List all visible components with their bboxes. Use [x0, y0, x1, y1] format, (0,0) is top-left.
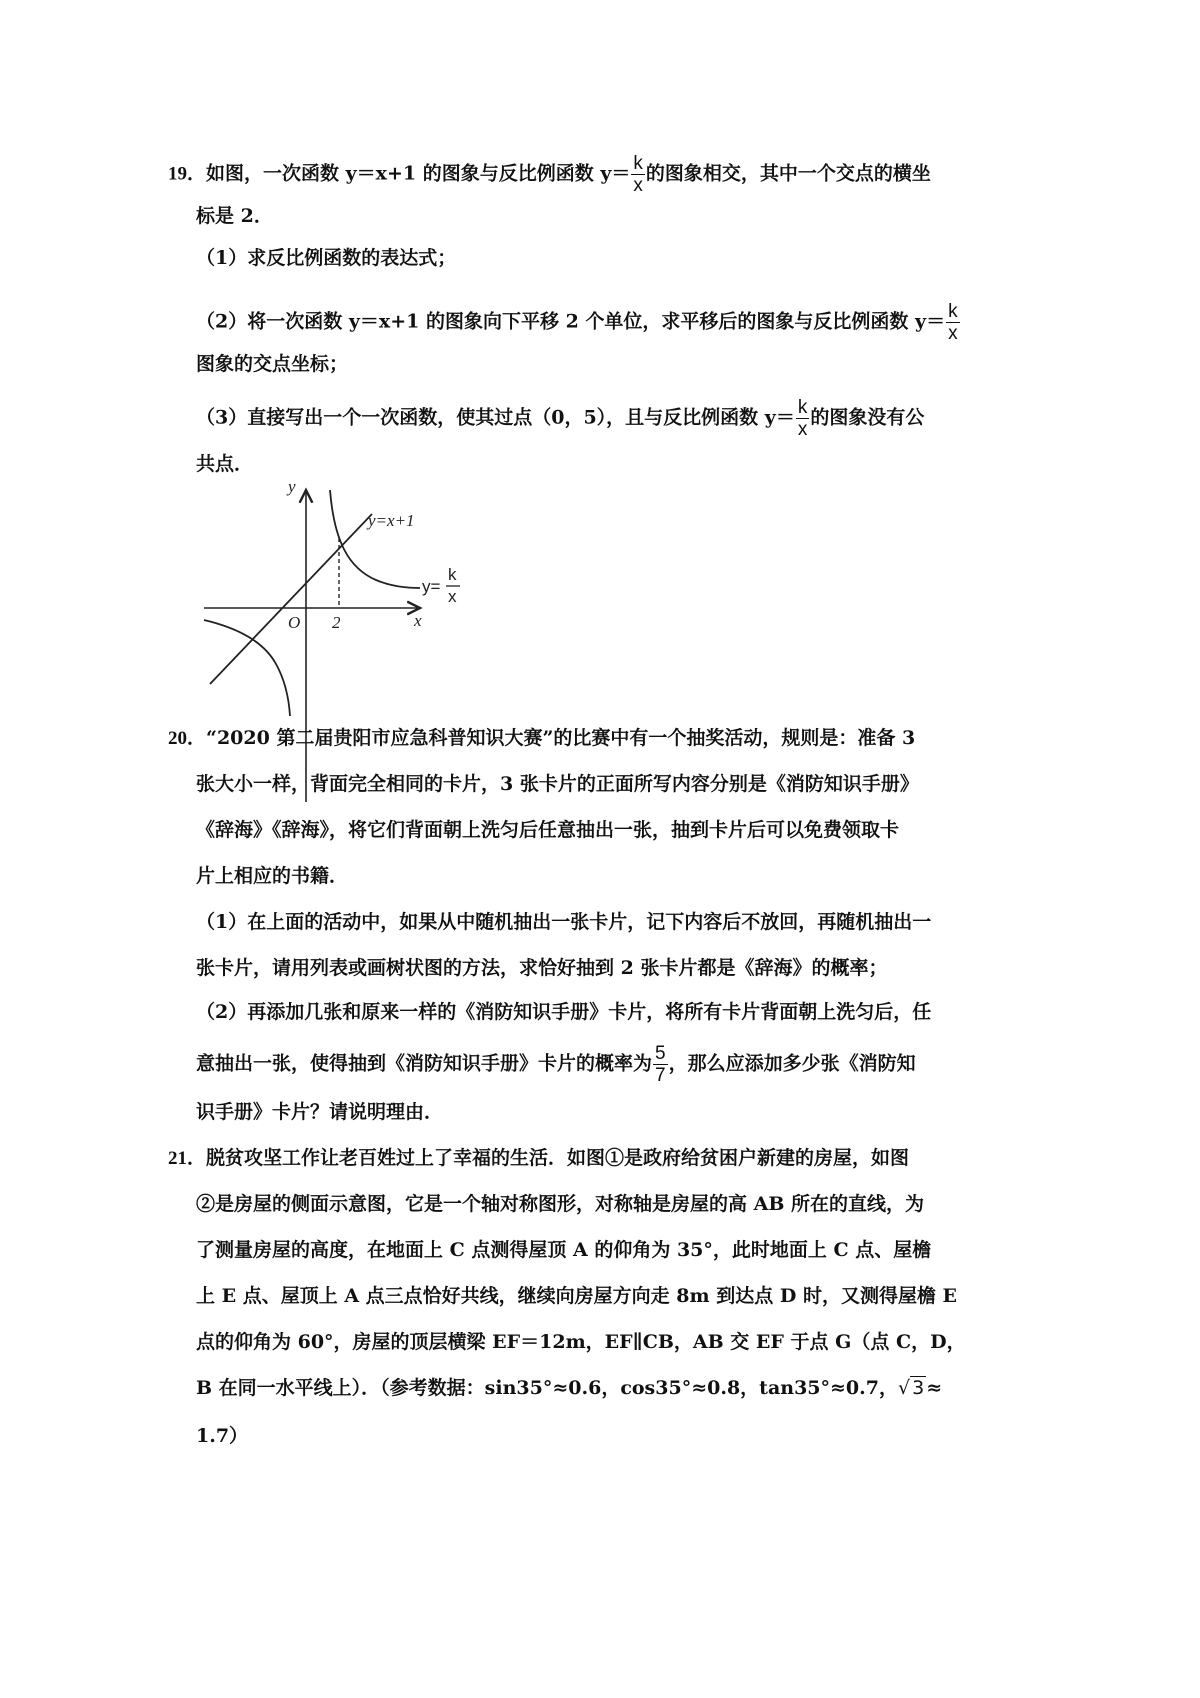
fraction-5-over-7	[653, 1044, 668, 1085]
q21-line-6	[196, 1376, 942, 1400]
q20-line-3: 《辞海》《辞海》，将它们背面朝上洗匀后任意抽出一张，抽到卡片后可以免费领取卡	[196, 819, 900, 841]
q20-line-1	[168, 726, 915, 751]
q20-part-1-line-1: （1）在上面的活动中，如果从中随机抽出一张卡片，记下内容后不放回，再随机抽出一	[196, 911, 932, 933]
q21-line-1	[168, 1146, 909, 1171]
fraction-numerator: k	[797, 397, 808, 418]
q19-text: 如图，一次函数 y＝x+1 的图象与反比例函数 y＝	[206, 162, 631, 185]
q19-part-1: （1）求反比例函数的表达式；	[196, 247, 457, 269]
y-axis-label: y	[288, 477, 296, 496]
curve-label-denominator: x	[448, 587, 457, 606]
q21-number: 21．	[168, 1148, 207, 1169]
q19-part-3	[196, 398, 924, 439]
q21-line-5: 点的仰角为 60°，房屋的顶层横梁 EF＝12m，EF∥CB，AB 交 EF 于点 G（点 C，D，	[196, 1331, 966, 1353]
line-label: y=x+1	[368, 511, 415, 530]
function-graph	[208, 477, 508, 805]
function-graph-figure	[208, 477, 508, 805]
hyperbola-branch-third-quadrant	[204, 620, 290, 716]
q21-line-2: ②是房屋的侧面示意图，它是一个轴对称图形，对称轴是房屋的高 AB 所在的直线，为	[196, 1193, 925, 1215]
q19-part-2-text: （2）将一次函数 y＝x+1 的图象向下平移 2 个单位，求平移后的图象与反比例函数 y＝	[196, 310, 946, 333]
q20-part-2-line-1: （2）再添加几张和原来一样的《消防知识手册》卡片，将所有卡片背面朝上洗匀后，任	[196, 1001, 932, 1023]
q19-part-2	[196, 302, 961, 343]
tick-label-2: 2	[332, 613, 341, 632]
q20-line-2: 张大小一样，背面完全相同的卡片，3 张卡片的正面所写内容分别是《消防知识手册》	[196, 773, 919, 795]
fraction-denominator: x	[633, 175, 643, 196]
q21-text: B 在同一水平线上）．（参考数据：sin35°≈0.6，cos35°≈0.8，tan35°≈0.7，	[196, 1377, 898, 1399]
q21-line-7: 1.7）	[196, 1425, 249, 1447]
q19-part-3-text: 的图象没有公	[810, 406, 925, 429]
square-root: √ 3	[898, 1377, 925, 1399]
q19-text: 的图象相交，其中一个交点的横坐	[645, 162, 931, 185]
q19-part-3-text: （3）直接写出一个一次函数，使其过点（0，5），且与反比例函数 y＝	[196, 406, 795, 429]
square-root-radicand: 3	[912, 1377, 925, 1399]
q20-part-1-line-2: 张卡片，请用列表或画树状图的方法，求恰好抽到 2 张卡片都是《辞海》的概率；	[196, 957, 888, 979]
q20-text: “2020 第二届贵阳市应急科普知识大赛”的比赛中有一个抽奖活动，规则是：准备 3	[206, 727, 916, 749]
q20-number: 20．	[168, 728, 207, 749]
origin-label: O	[288, 613, 301, 632]
q21-line-3: 了测量房屋的高度，在地面上 C 点测得屋顶 A 的仰角为 35°，此时地面上 C 点、屋檐	[196, 1239, 932, 1261]
q20-part-2-line-2	[196, 1044, 916, 1085]
curve-label-numerator: k	[448, 565, 457, 584]
fraction-k-over-x	[796, 398, 810, 439]
q21-line-4: 上 E 点、屋顶上 A 点三点恰好共线，继续向房屋方向走 8m 到达点 D 时，又测得屋檐 E	[196, 1285, 958, 1307]
fraction-numerator: k	[633, 153, 643, 174]
q20-line-4: 片上相应的书籍．	[196, 865, 349, 887]
line-y-equals-x-plus-1	[210, 514, 372, 684]
x-axis-label: x	[414, 611, 422, 630]
q20-part-2-text: 意抽出一张，使得抽到《消防知识手册》卡片的概率为	[196, 1052, 653, 1075]
q19-part-3-cont: 共点．	[196, 453, 254, 475]
q20-part-2-text: ，那么应添加多少张《消防知	[668, 1052, 916, 1075]
q21-text: 脱贫攻坚工作让老百姓过上了幸福的生活．如图①是政府给贫困户新建的房屋，如图	[206, 1147, 910, 1169]
fraction-denominator: x	[948, 323, 958, 344]
fraction-k-over-x	[946, 302, 960, 343]
q20-part-2-line-3: 识手册》卡片？请说明理由．	[196, 1101, 444, 1123]
q21-text: ≈	[926, 1377, 943, 1399]
fraction-denominator: x	[797, 419, 808, 440]
q19-part-2-cont: 图象的交点坐标；	[196, 353, 349, 375]
fraction-numerator: 5	[655, 1043, 666, 1064]
hyperbola-branch-first-quadrant	[330, 490, 420, 588]
q19-line-2: 标是 2．	[196, 205, 273, 227]
curve-label: y=	[422, 577, 441, 596]
fraction-denominator: 7	[655, 1065, 666, 1086]
fraction-numerator: k	[948, 301, 958, 322]
q19-number: 19．	[168, 163, 207, 185]
fraction-k-over-x	[631, 154, 645, 195]
q19-line-1	[168, 154, 931, 195]
